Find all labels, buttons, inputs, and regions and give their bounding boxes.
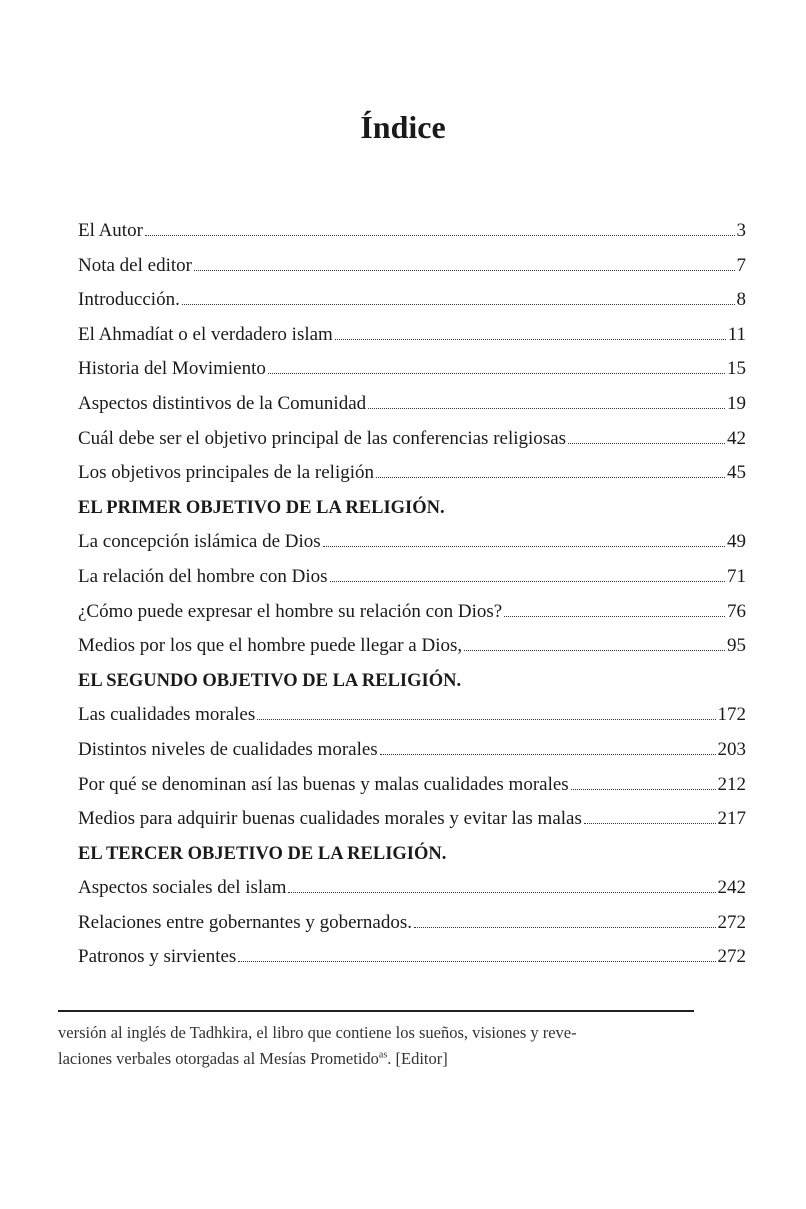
toc-entry-title: Aspectos sociales del islam xyxy=(78,877,287,899)
toc-dot-leader xyxy=(194,270,735,271)
toc-entry[interactable] xyxy=(78,214,746,249)
toc-entry[interactable] xyxy=(78,318,746,353)
toc-page-number: 3 xyxy=(736,220,746,241)
toc-entry[interactable] xyxy=(78,629,746,664)
toc-page-number: 203 xyxy=(717,738,746,760)
toc-dot-leader xyxy=(380,754,716,755)
page-title: Índice xyxy=(360,109,446,145)
toc-entry[interactable] xyxy=(78,283,746,318)
toc-entry-title: El Ahmadíat o el verdadero islam xyxy=(78,323,333,345)
toc-section-heading xyxy=(78,491,746,526)
toc-dot-leader xyxy=(288,892,715,893)
footnote xyxy=(58,1020,708,1072)
toc-page-number: 15 xyxy=(727,358,746,380)
toc-page-number: 217 xyxy=(717,808,746,830)
toc-entry-title: Por qué se denominan así las buenas y malas cualidades morales xyxy=(78,773,569,795)
toc-dot-leader xyxy=(376,477,725,478)
toc-entry-title: Los objetivos principales de la religión xyxy=(78,462,375,484)
toc-entry-title: EL TERCER OBJETIVO DE LA RELIGIÓN. xyxy=(78,843,447,864)
toc-page-number: 272 xyxy=(717,946,746,968)
toc-entry[interactable] xyxy=(78,940,746,975)
footnote-divider xyxy=(58,1010,694,1012)
toc-entry[interactable] xyxy=(78,525,746,560)
toc-entry-title: La relación del hombre con Dios xyxy=(78,565,328,587)
toc-entry[interactable] xyxy=(78,733,746,768)
toc-entry-title: Las cualidades morales xyxy=(78,704,256,726)
toc-entry[interactable] xyxy=(78,456,746,491)
toc-dot-leader xyxy=(257,719,715,720)
toc-entry-title: Distintos niveles de cualidades morales xyxy=(78,738,378,760)
toc-entry-title: Nota del editor xyxy=(78,254,192,276)
toc-dot-leader xyxy=(238,961,715,962)
toc-entry[interactable] xyxy=(78,560,746,595)
toc-page-number: 11 xyxy=(727,323,746,345)
toc-dot-leader xyxy=(504,616,725,617)
toc-dot-leader xyxy=(414,927,716,928)
toc-entry-title: Patronos y sirvientes xyxy=(78,946,237,968)
toc-entry-title: Medios para adquirir buenas cualidades morales y evitar las malas xyxy=(78,808,582,830)
toc-page-number: 42 xyxy=(727,427,746,449)
toc-entry-title: La concepción islámica de Dios xyxy=(78,531,321,553)
toc-page-number: 172 xyxy=(717,704,746,726)
toc-dot-leader xyxy=(368,408,725,409)
toc-entry[interactable] xyxy=(78,595,746,630)
toc-entry-title: Cuál debe ser el objetivo principal de las conferencias religiosas xyxy=(78,427,567,449)
toc-dot-leader xyxy=(330,581,725,582)
toc-page-number: 272 xyxy=(717,911,746,933)
toc-entry-title: EL PRIMER OBJETIVO DE LA RELIGIÓN. xyxy=(78,497,445,518)
footnote-line-2-end: . [Editor] xyxy=(387,1049,448,1068)
toc-dot-leader xyxy=(268,373,725,374)
toc-entry[interactable] xyxy=(78,768,746,803)
toc-dot-leader xyxy=(584,823,716,824)
toc-entry[interactable] xyxy=(78,906,746,941)
toc-entry-title: Relaciones entre gobernantes y gobernados. xyxy=(78,911,412,933)
toc-page-number: 8 xyxy=(736,289,746,311)
footnote-line-2: laciones verbales otorgadas al Mesías Prometido xyxy=(58,1049,379,1068)
toc-entry[interactable] xyxy=(78,352,746,387)
toc-entry-title: EL SEGUNDO OBJETIVO DE LA RELIGIÓN. xyxy=(78,670,462,691)
toc-entry-title: Historia del Movimiento xyxy=(78,358,266,380)
toc-page-number: 45 xyxy=(727,462,746,484)
toc-entry-title: ¿Cómo puede expresar el hombre su relación con Dios? xyxy=(78,600,503,622)
toc-page-number: 49 xyxy=(727,531,746,553)
table-of-contents xyxy=(78,214,746,975)
toc-dot-leader xyxy=(335,339,726,340)
toc-dot-leader xyxy=(571,789,716,790)
toc-entry-title: El Autor xyxy=(78,220,143,241)
toc-entry[interactable] xyxy=(78,387,746,422)
toc-page-number: 212 xyxy=(717,773,746,795)
toc-dot-leader xyxy=(145,235,735,236)
footnote-line-1: versión al inglés de Tadhkira, el libro que contiene los sueños, visiones y reve- xyxy=(58,1023,577,1042)
footnote-superscript: as xyxy=(378,1049,388,1061)
toc-entry-title: Introducción. xyxy=(78,289,180,311)
toc-dot-leader xyxy=(464,650,725,651)
toc-dot-leader xyxy=(323,546,725,547)
toc-entry-title: Aspectos distintivos de la Comunidad xyxy=(78,392,367,414)
toc-dot-leader xyxy=(568,443,725,444)
toc-entry[interactable] xyxy=(78,698,746,733)
toc-page-number: 76 xyxy=(727,600,746,622)
toc-entry[interactable] xyxy=(78,249,746,284)
toc-entry-title: Medios por los que el hombre puede llegar a Dios, xyxy=(78,635,463,657)
toc-section-heading xyxy=(78,664,746,699)
toc-entry[interactable] xyxy=(78,871,746,906)
toc-entry[interactable] xyxy=(78,802,746,837)
toc-entry[interactable] xyxy=(78,422,746,457)
toc-section-heading xyxy=(78,837,746,872)
toc-page-number: 95 xyxy=(727,635,746,657)
toc-page-number: 7 xyxy=(736,254,746,276)
toc-page-number: 19 xyxy=(727,392,746,414)
toc-page-number: 242 xyxy=(717,877,746,899)
toc-page-number: 71 xyxy=(727,565,746,587)
toc-dot-leader xyxy=(182,304,735,305)
